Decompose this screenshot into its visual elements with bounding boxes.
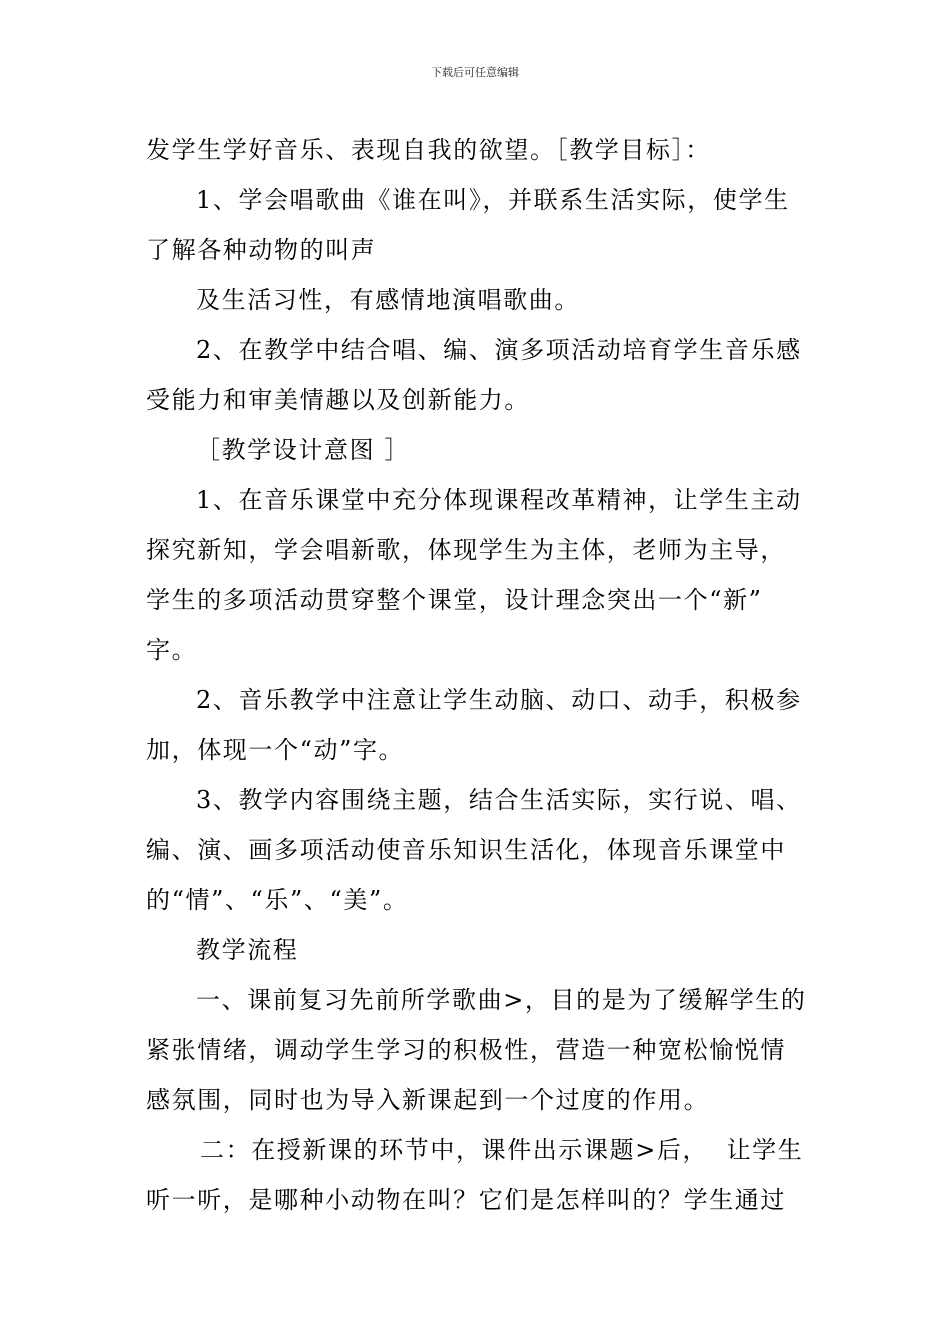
intent-3-line: 编、演、画多项活动使音乐知识生活化，体现音乐课堂中 — [146, 836, 786, 864]
goal-1-continuation: 及生活习性，有感情地演唱歌曲。 — [196, 286, 580, 314]
intent-1-line: 探究新知，学会唱新歌，体现学生为主体，老师为主导， — [146, 536, 786, 564]
section-heading-design-intent: ［教学设计意图 ］ — [196, 436, 411, 464]
intent-2-line: 2、音乐教学中注意让学生动脑、动口、动手，积极参 — [196, 686, 802, 714]
goal-2-line: 受能力和审美情趣以及创新能力。 — [146, 386, 530, 414]
process-step-2-line: 二：在授新课的环节中，课件出示课题>后， 让学生 — [200, 1136, 804, 1164]
process-step-1-line: 感氛围，同时也为导入新课起到一个过度的作用。 — [146, 1086, 710, 1114]
goal-1-line: 1、学会唱歌曲《谁在叫》，并联系生活实际，使学生 — [196, 186, 790, 214]
intent-3-line: 3、教学内容围绕主题，结合生活实际，实行说、唱、 — [196, 786, 802, 814]
intent-1-line: 学生的多项活动贯穿整个课堂，设计理念突出一个“新” — [146, 586, 763, 614]
intent-1-line: 1、在音乐课堂中充分体现课程改革精神，让学生主动 — [196, 486, 802, 514]
paragraph-line: 发学生学好音乐、表现自我的欲望。［教学目标］： — [146, 136, 711, 164]
intent-1-line: 字。 — [146, 636, 198, 664]
goal-1-line: 了解各种动物的叫声 — [146, 236, 377, 264]
process-step-2-line: 听一听，是哪种小动物在叫？它们是怎样叫的？学生通过 — [146, 1186, 786, 1214]
process-step-1-line: 紧张情绪，调动学生学习的积极性，营造一种宽松愉悦情 — [146, 1036, 786, 1064]
intent-2-line: 加，体现一个“动”字。 — [146, 736, 405, 764]
process-step-1-line: 一、课前复习先前所学歌曲>，目的是为了缓解学生的 — [196, 986, 807, 1014]
intent-3-line: 的“情”、“乐”、“美”。 — [146, 886, 409, 914]
page-header-note: 下载后可任意编辑 — [431, 66, 519, 79]
section-heading-teaching-process: 教学流程 — [196, 936, 299, 964]
goal-2-line: 2、在教学中结合唱、编、演多项活动培育学生音乐感 — [196, 336, 802, 364]
